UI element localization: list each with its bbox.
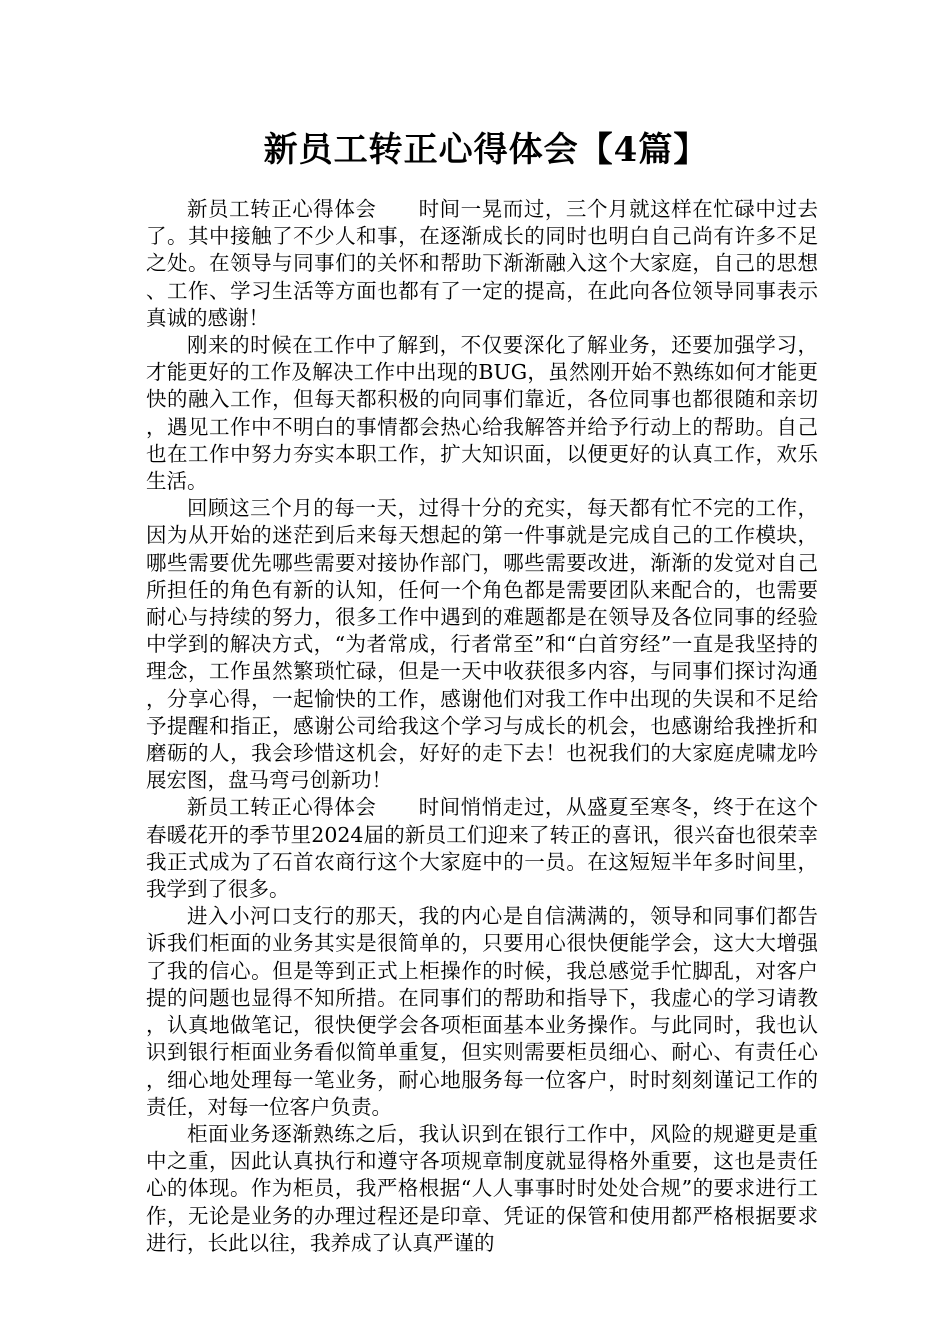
paragraph-1: 新员工转正心得体会 时间一晃而过，三个月就这样在忙碌中过去了。其中接触了不少人和事，在逐渐成长的同时也明白自己尚有许多不足之处。在领导与同事们的关怀和帮助下渐渐融入这个大家庭，自己的思想、工作、学习生活等方面也都有了一定的提高，在此向各位领导同事表示真诚的感谢！ bbox=[146, 197, 818, 330]
paragraph-4: 新员工转正心得体会 时间悄悄走过，从盛夏至寒冬，终于在这个春暖花开的季节里2024届的新员工们迎来了转正的喜讯，很兴奋也很荣幸我正式成为了石首农商行这个大家庭中的一员。在这短短半年多时间里，我学到了很多。 bbox=[146, 795, 818, 902]
paragraph-6: 柜面业务逐渐熟练之后，我认识到在银行工作中，风险的规避更是重中之重，因此认真执行和遵守各项规章制度就显得格外重要，这也是责任心的体现。作为柜员，我严格根据“人人事事时时处处合规”的要求进行工作，无论是业务的办理过程还是印章、凭证的保管和使用都严格根据要求进行，长此以往，我养成了认真严谨的 bbox=[146, 1121, 818, 1255]
document-title: 新员工转正心得体会【4篇】 bbox=[263, 130, 709, 170]
document-page bbox=[146, 126, 818, 1257]
paragraph-5: 进入小河口支行的那天，我的内心是自信满满的，领导和同事们都告诉我们柜面的业务其实是很简单的，只要用心很快便能学会，这大大增强了我的信心。但是等到正式上柜操作的时候，我总感觉手忙脚乱，对客户提的问题也显得不知所措。在同事们的帮助和指导下，我虚心的学习请教，认真地做笔记，很快便学会各项柜面基本业务操作。与此同时，我也认识到银行柜面业务看似简单重复，但实则需要柜员细心、耐心、有责任心，细心地处理每一笔业务，耐心地服务每一位客户，时时刻刻谨记工作的责任，对每一位客户负责。 bbox=[146, 904, 818, 1119]
paragraph-2: 刚来的时候在工作中了解到，不仅要深化了解业务，还要加强学习，才能更好的工作及解决工作中出现的BUG，虽然刚开始不熟练如何才能更快的融入工作，但每天都积极的向同事们靠近，各位同事也都很随和亲切，遇见工作中不明白的事情都会热心给我解答并给予行动上的帮助。自己也在工作中努力夯实本职工作，扩大知识面，以便更好的认真工作，欢乐生活。 bbox=[146, 333, 818, 494]
paragraph-3: 回顾这三个月的每一天，过得十分的充实，每天都有忙不完的工作，因为从开始的迷茫到后来每天想起的第一件事就是完成自己的工作模块，哪些需要优先哪些需要对接协作部门，哪些需要改进，渐渐的发觉对自己所担任的角色有新的认知，任何一个角色都是需要团队来配合的，也需要耐心与持续的努力，很多工作中遇到的难题都是在领导及各位同事的经验中学到的解决方式，“为者常成，行者常至”和“白首穷经”一直是我坚持的理念，工作虽然繁琐忙碌，但是一天中收获很多内容，与同事们探讨沟通，分享心得，一起愉快的工作，感谢他们对我工作中出现的失误和不足给予提醒和指正，感谢公司给我这个学习与成长的机会，也感谢给我挫折和磨砺的人，我会珍惜这机会，好好的走下去！也祝我们的大家庭虎啸龙吟展宏图，盘马弯弓创新功！ bbox=[146, 496, 818, 793]
